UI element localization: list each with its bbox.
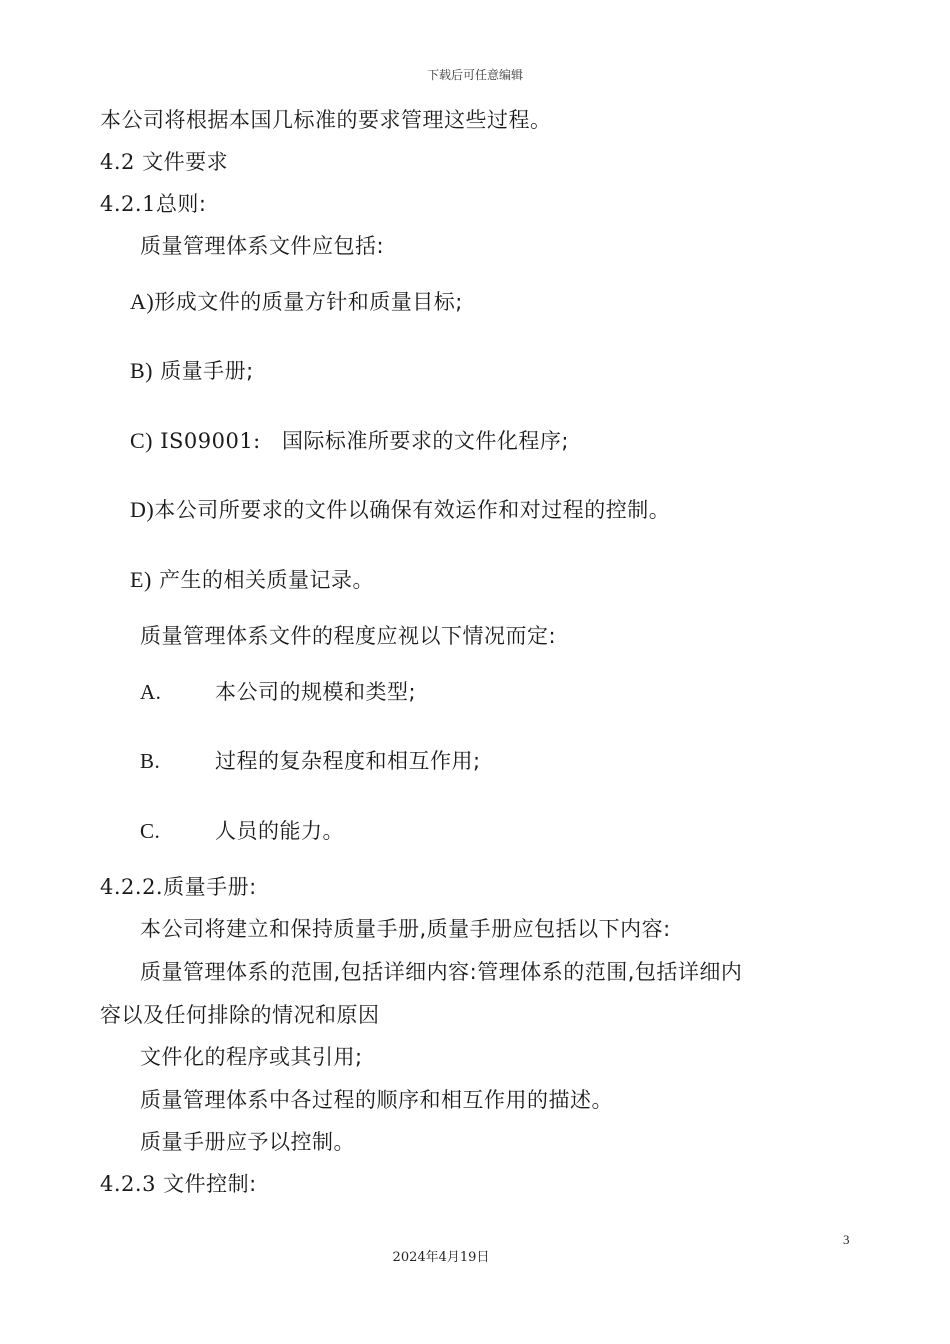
list-label: D) xyxy=(130,497,155,522)
list-text: 过程的复杂程度和相互作用; xyxy=(215,749,481,773)
list-text: 国际标准所要求的文件化程序; xyxy=(281,429,570,453)
sublist-item-a xyxy=(140,678,416,706)
list-label: B. xyxy=(140,749,161,773)
section-number: 4.2.1 xyxy=(100,192,156,216)
list-text: 形成文件的质量方针和质量目标; xyxy=(154,290,463,314)
list-text: 本公司所要求的文件以确保有效运作和对过程的控制。 xyxy=(154,498,671,522)
section-number: 4.2 xyxy=(100,150,135,174)
body-paragraph: 文件化的程序或其引用; xyxy=(140,1045,363,1069)
body-line: 本公司将根据本国几标准的要求管理这些过程。 xyxy=(100,108,552,132)
section-number: 4.2.2. xyxy=(100,875,164,899)
list-item-a xyxy=(130,288,463,316)
section-title: 文件控制: xyxy=(163,1172,257,1196)
page-header: 下载后可任意编辑 xyxy=(426,68,523,82)
body-paragraph: 质量管理体系文件的程度应视以下情况而定: xyxy=(140,624,557,648)
list-label: B) xyxy=(130,358,153,383)
list-label: A) xyxy=(130,289,155,314)
section-title: 总则: xyxy=(155,192,207,216)
standard-code: IS09001: xyxy=(160,429,261,453)
list-text: 质量手册; xyxy=(160,359,254,383)
section-heading-4-2-2 xyxy=(100,873,257,901)
body-paragraph: 质量管理体系中各过程的顺序和相互作用的描述。 xyxy=(140,1088,613,1112)
body-paragraph: 质量管理体系文件应包括: xyxy=(140,234,385,258)
body-paragraph-continued: 容以及任何排除的情况和原因 xyxy=(100,1003,380,1027)
body-paragraph: 质量手册应予以控制。 xyxy=(140,1130,355,1154)
list-text: 人员的能力。 xyxy=(215,819,344,843)
section-heading-4-2-3 xyxy=(100,1170,257,1198)
section-heading-4-2-1 xyxy=(100,190,207,218)
list-item-c xyxy=(130,427,569,455)
list-text: 本公司的规模和类型; xyxy=(215,680,417,704)
list-label: C. xyxy=(140,819,161,843)
list-item-e xyxy=(130,566,374,594)
body-paragraph: 本公司将建立和保持质量手册,质量手册应包括以下内容: xyxy=(140,917,671,941)
page-number: 3 xyxy=(843,1232,850,1247)
list-item-b xyxy=(130,357,254,385)
list-label: C) xyxy=(130,428,153,453)
section-heading-4-2 xyxy=(100,148,228,176)
footer-date: 2024年4月19日 xyxy=(392,1250,490,1265)
list-text: 产生的相关质量记录。 xyxy=(158,568,374,592)
list-label: E) xyxy=(130,567,152,592)
section-number: 4.2.3 xyxy=(100,1172,156,1196)
list-label: A. xyxy=(140,680,162,704)
list-item-d xyxy=(130,496,670,524)
section-title: 文件要求 xyxy=(142,150,229,174)
section-title: 质量手册: xyxy=(163,875,257,899)
sublist-item-b xyxy=(140,747,481,775)
sublist-item-c xyxy=(140,817,344,845)
body-paragraph: 质量管理体系的范围,包括详细内容:管理体系的范围,包括详细内 xyxy=(140,960,743,984)
